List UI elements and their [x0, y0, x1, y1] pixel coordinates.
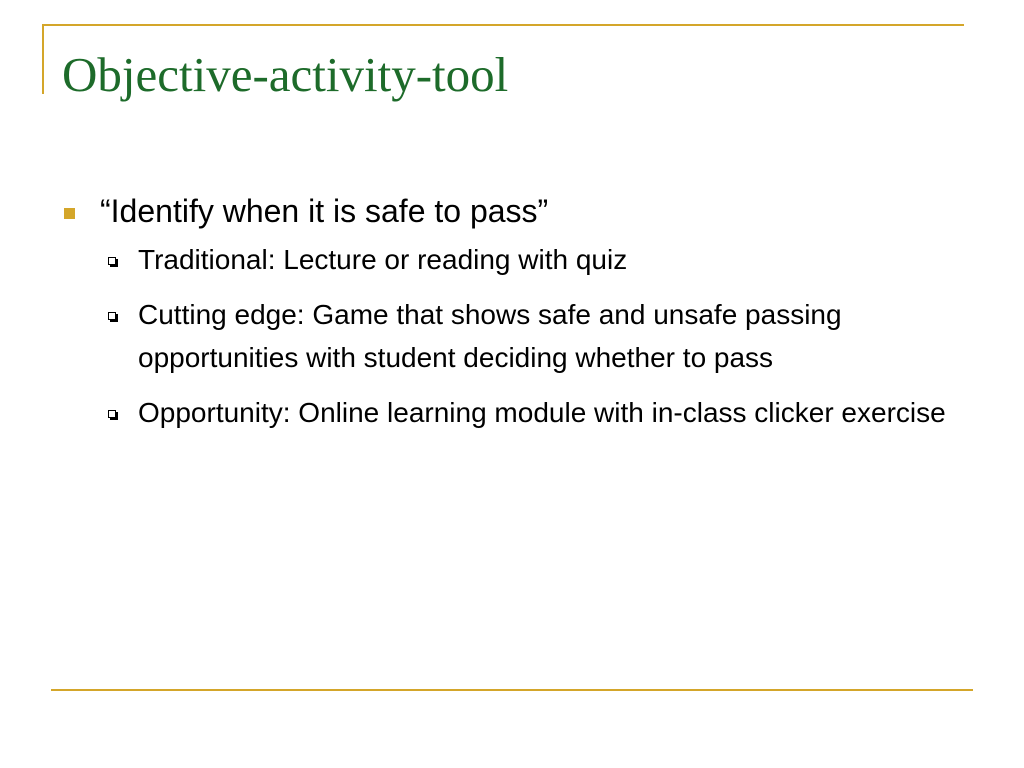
hollow-square-bullet-icon: [108, 312, 116, 320]
sub-bullet-item: [60, 238, 960, 281]
square-bullet-icon: [64, 208, 75, 219]
sub-bullet-item: [60, 391, 960, 434]
hollow-square-bullet-icon: [108, 410, 116, 418]
top-accent-rule: [42, 24, 964, 26]
main-bullet-item: [60, 188, 960, 234]
sub-bullet-list: [60, 238, 960, 434]
sub-bullet-item: [60, 293, 960, 379]
sub-bullet-text: Opportunity: Online learning module with in-class clicker exercise: [138, 397, 946, 428]
slide-title: Objective-activity-tool: [62, 47, 509, 102]
sub-bullet-text: Traditional: Lecture or reading with quiz: [138, 244, 628, 275]
main-bullet-text: “Identify when it is safe to pass”: [100, 193, 549, 229]
left-accent-rule: [42, 24, 44, 94]
slide-body: [60, 188, 960, 446]
hollow-square-bullet-icon: [108, 257, 116, 265]
bottom-accent-rule: [51, 689, 973, 691]
sub-bullet-text: Cutting edge: Game that shows safe and unsafe passing opportunities with student deciding whether to pass: [138, 299, 842, 373]
